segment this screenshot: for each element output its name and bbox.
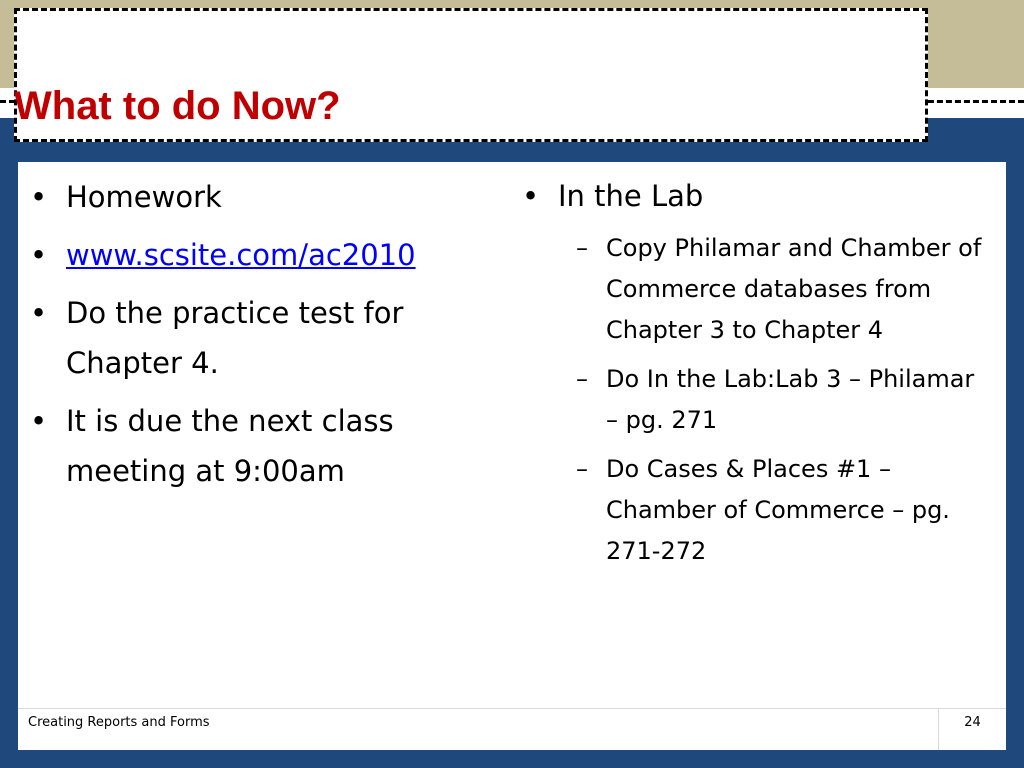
- left-column: [28, 172, 496, 504]
- subbullet-text: Do In the Lab:Lab 3 – Philamar – pg. 271: [606, 365, 975, 434]
- scsite-link[interactable]: www.scsite.com/ac2010: [66, 238, 416, 272]
- bullet-due-date: [28, 396, 496, 496]
- subbullet-text: Copy Philamar and Chamber of Commerce databases from Chapter 3 to Chapter 4: [606, 234, 982, 344]
- bullet-practice-test: [28, 288, 496, 388]
- bullet-text: Homework: [66, 180, 222, 214]
- bullet-icon: •: [30, 404, 48, 438]
- bullet-text: It is due the next class meeting at 9:00am: [66, 404, 394, 488]
- bullet-text: Do the practice test for Chapter 4.: [66, 296, 404, 380]
- footer-label: Creating Reports and Forms: [28, 715, 210, 730]
- subbullet-copy: [520, 228, 990, 351]
- bullet-icon: •: [522, 179, 540, 213]
- bullet-text: In the Lab: [558, 179, 704, 213]
- bullet-homework: [28, 172, 496, 222]
- dash-icon: –: [576, 455, 588, 483]
- bullet-link: [28, 230, 496, 280]
- bullet-icon: •: [30, 180, 48, 214]
- slide-title: What to do Now?: [14, 84, 341, 128]
- subbullet-lab3: [520, 359, 990, 441]
- dash-icon: –: [576, 365, 588, 393]
- bullet-in-the-lab: [520, 172, 990, 220]
- subbullet-text: Do Cases & Places #1 – Chamber of Commerce – pg. 271-272: [606, 455, 950, 565]
- content-area: [18, 162, 1006, 708]
- bullet-icon: •: [30, 296, 48, 330]
- right-column: [520, 172, 990, 580]
- footer: [18, 708, 1006, 750]
- bullet-icon: •: [30, 238, 48, 272]
- subbullet-cases: [520, 449, 990, 572]
- dash-icon: –: [576, 234, 588, 262]
- page-number: 24: [964, 715, 981, 730]
